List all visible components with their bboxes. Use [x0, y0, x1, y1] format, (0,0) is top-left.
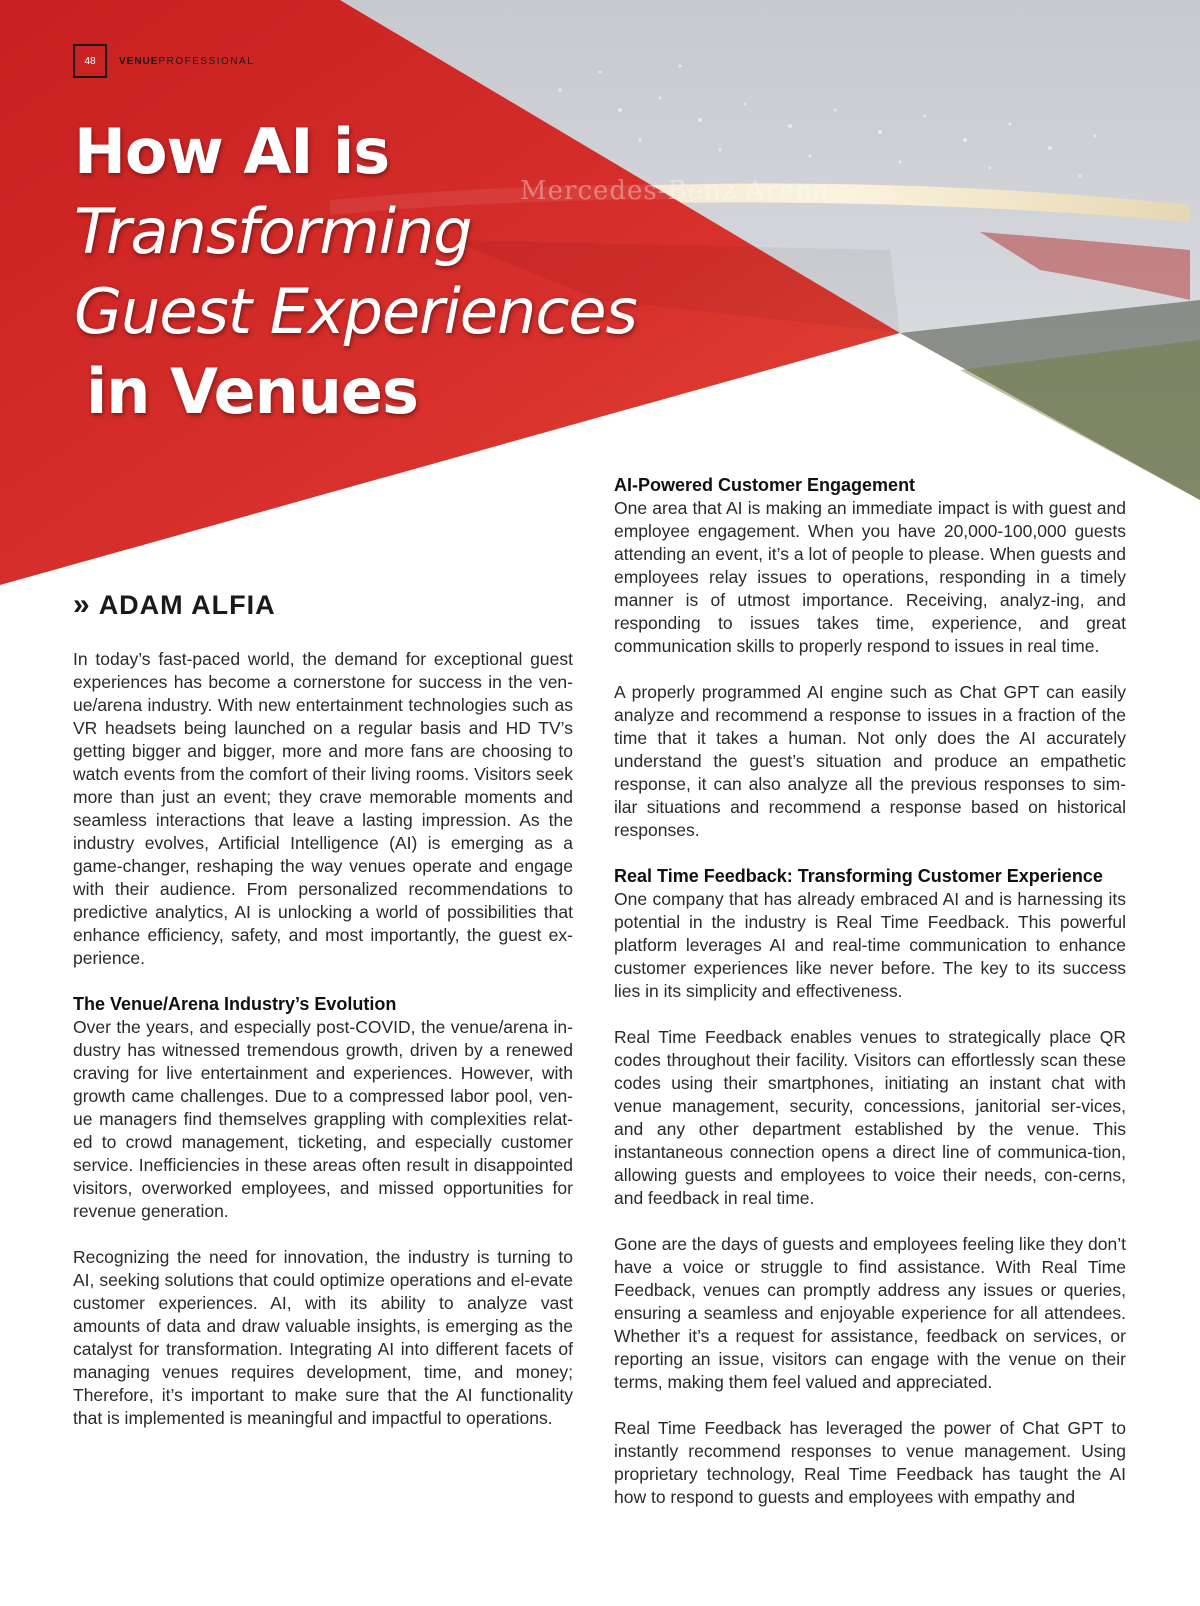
title-line-2: Transforming: [74, 195, 472, 268]
left-column: [73, 648, 573, 1453]
article-title: [74, 112, 637, 432]
magazine-name-rest: PROFESSIONAL: [158, 55, 255, 67]
rtf-qr-paragraph: Real Time Feedback enables venues to strategically place QR codes throughout their facility. Visitors can effortlessly scan these codes using their smartphones, initiating an instant chat with venue management, security, concessions, janitorial ser-vices, and any other department established by the venue. This instantaneous connection opens a direct line of communica-tion, allowing guests and employees to voice their needs, con-cerns, and feedback in real time.: [614, 1027, 1126, 1208]
magazine-name-bold: VENUE: [119, 55, 159, 67]
title-line-3: Guest Experiences: [74, 275, 637, 348]
rtf-voice-paragraph: Gone are the days of guests and employees feeling like they don’t have a voice or struggle to find assistance. With Real Time Feedback, venues can promptly address any issues or queries, ensuring a seamless and enjoyable experience for all attendees. Whether it’s a request for assistance, feedback on services, or reporting an issue, visitors can engage with the venue on their terms, making them feel valued and appreciated.: [614, 1234, 1126, 1392]
ai-engine-paragraph: A properly programmed AI engine such as Chat GPT can easily analyze and recommend a response to issues in a fraction of the time that it takes a human. Not only does the AI accurately understand the guest’s situation and produce an empathetic response, it can also analyze all the previous responses to sim-ilar situations and recommend a response based on historical responses.: [614, 682, 1126, 840]
title-line-1: How AI is: [74, 115, 390, 188]
rtf-intro-paragraph: One company that has already embraced AI and is harnessing its potential in the industry is Real Time Feedback. This powerful platform leverages AI and real-time communication to enhance customer experiences like never before. The key to its success lies in its simplicity and effectiveness.: [614, 889, 1126, 1001]
chevron-icon: »: [73, 588, 91, 621]
right-column: [614, 474, 1126, 1509]
arena-sign-text: Mercedes-Benz Arena: [520, 176, 830, 206]
engagement-paragraph: One area that AI is making an immediate impact is with guest and employee engagement. When you have 20,000-100,000 guests attending an event, it’s a lot of people to please. When guests and employees relay issues to operations, responding in a timely manner is of utmost importance. Receiving, analyz-ing, and responding to issues takes time, experience, and great communication skills to properly respond to issues in real time.: [614, 498, 1126, 656]
rtf-chatgpt-paragraph: Real Time Feedback has leveraged the power of Chat GPT to instantly recommend responses to venue management. Using proprietary technology, Real Time Feedback has taught the AI how to respond to guests and employees with empathy and: [614, 1418, 1126, 1507]
section-heading-evolution: The Venue/Arena Industry’s Evolution: [73, 994, 397, 1014]
title-line-4: in Venues: [86, 355, 418, 428]
evolution-paragraph: Over the years, and especially post-COVID, the venue/arena in-dustry has witnessed tremendous growth, driven by a renewed craving for live entertainment and experiences. However, with growth came challenges. Due to a compressed labor pool, ven-ue managers find themselves grappling with complexities relat-ed to crowd management, ticketing, and especially customer service. Inefficiencies in these areas often result in disappointed visitors, overworked employees, and missed opportunities for revenue generation.: [73, 1017, 573, 1221]
section-heading-rtf: Real Time Feedback: Transforming Customer Experience: [614, 866, 1103, 886]
intro-paragraph: In today’s fast-paced world, the demand for exceptional guest experiences has become a cornerstone for success in the ven-ue/arena industry. With new entertainment technologies such as VR headsets being launched on a regular basis and HD TV’s getting bigger and bigger, more and more fans are choosing to watch events from the comfort of their living rooms. Visitors seek more than just an event; they crave memorable moments and seamless interactions that leave a lasting impression. As the industry evolves, Artificial Intelligence (AI) is emerging as a game-changer, reshaping the way venues operate and engage with their audience. From personalized recommendations to predictive analytics, AI is unlocking a world of possibilities that enhance efficiency, safety, and most importantly, the guest ex-perience.: [73, 649, 573, 968]
innovation-paragraph: Recognizing the need for innovation, the industry is turning to AI, seeking solutions that could optimize operations and el-evate customer experiences. AI, with its ability to analyze vast amounts of data and draw valuable insights, is emerging as the catalyst for transformation. Integrating AI into different facets of managing venues requires development, time, and money; Therefore, it’s important to make sure that the AI functionality that is implemented is meaningful and impactful to operations.: [73, 1247, 573, 1428]
magazine-name: [119, 56, 254, 67]
author-name: ADAM ALFIA: [98, 589, 276, 620]
author-byline: [73, 588, 276, 622]
page-header: [73, 44, 254, 78]
page-number: 48: [73, 44, 107, 78]
section-heading-engagement: AI-Powered Customer Engagement: [614, 475, 916, 495]
